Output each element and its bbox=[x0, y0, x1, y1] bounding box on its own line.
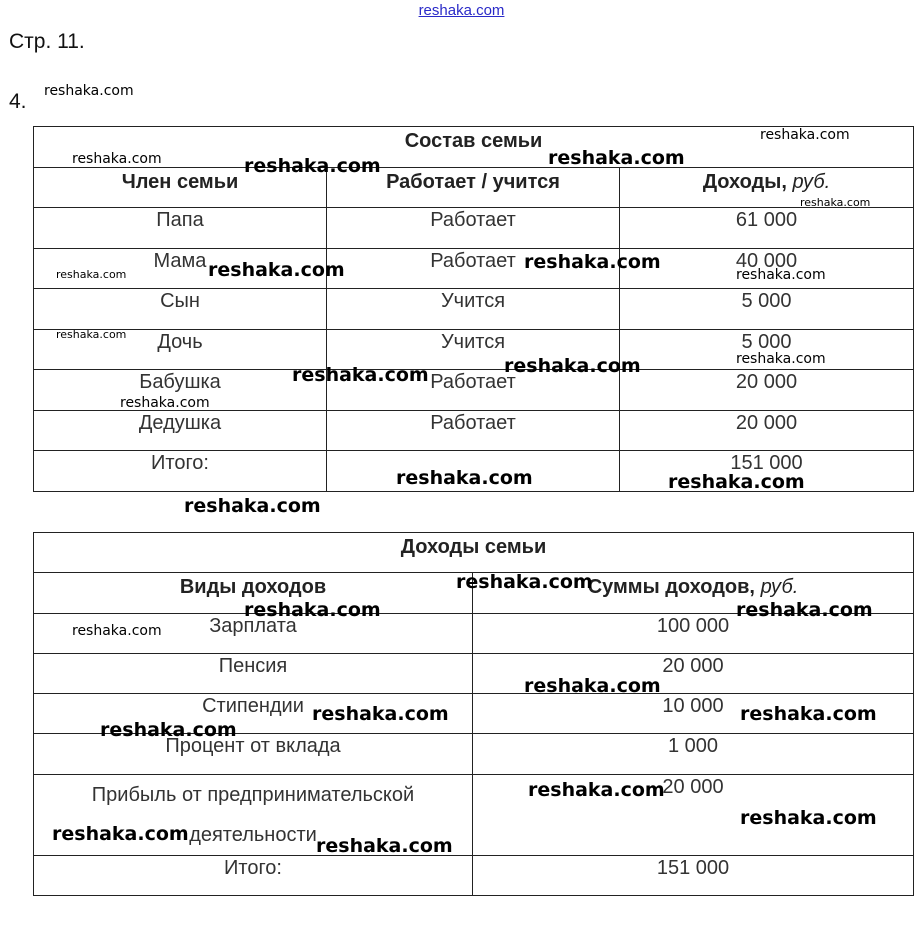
total-label: Итого: bbox=[34, 451, 327, 492]
currency-unit: руб. bbox=[792, 170, 831, 193]
watermark: reshaka.com bbox=[528, 779, 665, 801]
watermark: reshaka.com bbox=[504, 355, 641, 377]
watermark: reshaka.com bbox=[740, 807, 877, 829]
income-amount-cell: 20 000 bbox=[473, 653, 914, 693]
income-type-cell: Зарплата bbox=[34, 613, 473, 653]
income-type-cell: Прибыль от предпринимательской деятельности bbox=[34, 774, 473, 855]
column-header-amount-label: Суммы доходов, bbox=[587, 576, 755, 599]
income-type-cell: Процент от вклада bbox=[34, 734, 473, 774]
watermark: reshaka.com bbox=[292, 364, 429, 386]
watermark: reshaka.com bbox=[56, 268, 127, 281]
member-cell: Мама bbox=[34, 248, 327, 289]
watermark: reshaka.com bbox=[184, 495, 321, 517]
watermark: reshaka.com bbox=[736, 599, 873, 621]
watermark: reshaka.com bbox=[316, 835, 453, 857]
table-row bbox=[34, 410, 914, 451]
income-amount-cell: 20 000 bbox=[473, 774, 914, 855]
member-cell: Дедушка bbox=[34, 410, 327, 451]
income-type-cell: Стипендии bbox=[34, 694, 473, 734]
income-amount-cell: 10 000 bbox=[473, 694, 914, 734]
total-label: Итого: bbox=[34, 855, 473, 895]
watermark: reshaka.com bbox=[244, 599, 381, 621]
watermark: reshaka.com bbox=[56, 328, 127, 341]
income-amount-cell: 100 000 bbox=[473, 613, 914, 653]
member-cell: Дочь bbox=[34, 329, 327, 370]
status-cell: Работает bbox=[327, 248, 620, 289]
watermark: reshaka.com bbox=[548, 147, 685, 169]
income-cell: 20 000 bbox=[620, 370, 914, 411]
table-row bbox=[34, 208, 914, 249]
watermark: reshaka.com bbox=[72, 623, 162, 639]
column-header-income-type: Виды доходов bbox=[34, 573, 473, 613]
member-cell: Папа bbox=[34, 208, 327, 249]
site-link[interactable]: reshaka.com bbox=[418, 2, 505, 19]
family-table-title: Состав семьи bbox=[34, 127, 914, 168]
income-cell: 61 000 bbox=[620, 208, 914, 249]
member-cell: Сын bbox=[34, 289, 327, 330]
table-row bbox=[34, 653, 914, 693]
watermark: reshaka.com bbox=[244, 155, 381, 177]
status-cell: Работает bbox=[327, 370, 620, 411]
column-header-income-label: Доходы, bbox=[702, 170, 787, 193]
total-value: 151 000 bbox=[620, 451, 914, 492]
income-amount-cell: 1 000 bbox=[473, 734, 914, 774]
watermark: reshaka.com bbox=[456, 571, 593, 593]
income-cell: 40 000 bbox=[620, 248, 914, 289]
income-cell: 5 000 bbox=[620, 289, 914, 330]
watermark: reshaka.com bbox=[44, 83, 134, 99]
watermark: reshaka.com bbox=[72, 151, 162, 167]
income-cell: 5 000 bbox=[620, 329, 914, 370]
page-label: Стр. 11. bbox=[9, 30, 85, 53]
task-number: 4. bbox=[9, 90, 27, 113]
watermark: reshaka.com bbox=[736, 351, 826, 367]
income-cell: 20 000 bbox=[620, 410, 914, 451]
status-cell: Работает bbox=[327, 410, 620, 451]
column-header-member: Член семьи bbox=[34, 167, 327, 208]
watermark: reshaka.com bbox=[396, 467, 533, 489]
watermark: reshaka.com bbox=[524, 675, 661, 697]
watermark: reshaka.com bbox=[736, 267, 826, 283]
currency-unit: руб. bbox=[760, 576, 799, 599]
member-cell: Бабушка bbox=[34, 370, 327, 411]
watermark: reshaka.com bbox=[312, 703, 449, 725]
watermark: reshaka.com bbox=[668, 471, 805, 493]
table-row bbox=[34, 289, 914, 330]
income-table-title: Доходы семьи bbox=[34, 533, 914, 573]
family-composition-table bbox=[33, 126, 914, 492]
status-cell: Работает bbox=[327, 208, 620, 249]
watermark: reshaka.com bbox=[208, 259, 345, 281]
status-cell: Учится bbox=[327, 329, 620, 370]
watermark: reshaka.com bbox=[524, 251, 661, 273]
total-value: 151 000 bbox=[473, 855, 914, 895]
watermark: reshaka.com bbox=[52, 823, 189, 845]
watermark: reshaka.com bbox=[100, 719, 237, 741]
watermark: reshaka.com bbox=[740, 703, 877, 725]
total-row bbox=[34, 855, 914, 895]
column-header-status: Работает / учится bbox=[327, 167, 620, 208]
watermark: reshaka.com bbox=[760, 127, 850, 143]
income-type-cell: Пенсия bbox=[34, 653, 473, 693]
status-cell: Учится bbox=[327, 289, 620, 330]
watermark: reshaka.com bbox=[120, 395, 210, 411]
watermark: reshaka.com bbox=[800, 196, 871, 209]
